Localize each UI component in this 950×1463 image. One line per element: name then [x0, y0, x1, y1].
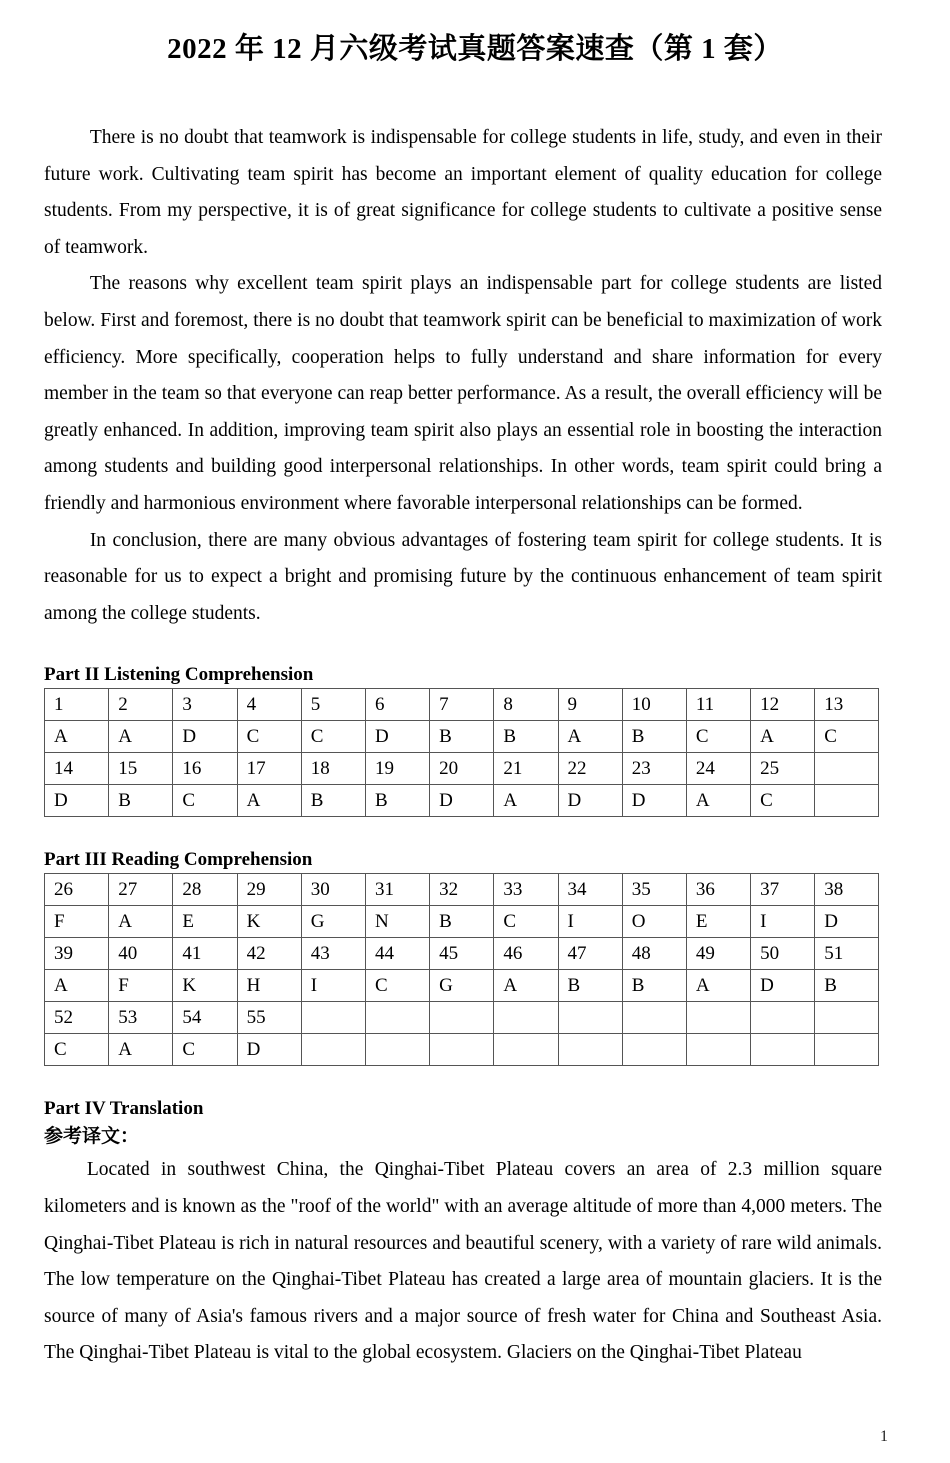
table-cell: 16	[173, 753, 237, 785]
table-cell: B	[622, 970, 686, 1002]
table-cell: B	[622, 721, 686, 753]
table-cell: 33	[494, 874, 558, 906]
table-cell	[622, 1034, 686, 1066]
table-cell: D	[558, 785, 622, 817]
table-cell	[558, 1034, 622, 1066]
table-cell: B	[301, 785, 365, 817]
table-cell: K	[237, 906, 301, 938]
table-cell: C	[686, 721, 750, 753]
table-cell	[494, 1002, 558, 1034]
table-row	[45, 721, 879, 753]
table-cell: 32	[430, 874, 494, 906]
table-cell: B	[430, 906, 494, 938]
table-cell: 24	[686, 753, 750, 785]
table-cell: 8	[494, 689, 558, 721]
table-cell: 14	[45, 753, 109, 785]
table-cell: 54	[173, 1002, 237, 1034]
table-cell: 11	[686, 689, 750, 721]
table-row	[45, 689, 879, 721]
table-row	[45, 1002, 879, 1034]
table-cell: 9	[558, 689, 622, 721]
table-cell: 35	[622, 874, 686, 906]
table-cell: 48	[622, 938, 686, 970]
table-cell: 49	[686, 938, 750, 970]
table-cell: H	[237, 970, 301, 1002]
spacer	[44, 817, 882, 847]
table-cell: C	[494, 906, 558, 938]
table-cell: B	[815, 970, 879, 1002]
part-three-table-body	[45, 874, 879, 1066]
table-cell: 23	[622, 753, 686, 785]
table-row	[45, 938, 879, 970]
table-cell	[686, 1034, 750, 1066]
table-row	[45, 753, 879, 785]
table-cell	[815, 785, 879, 817]
table-cell: 19	[365, 753, 429, 785]
table-cell	[494, 1034, 558, 1066]
table-cell: 45	[430, 938, 494, 970]
page-number: 1	[880, 1428, 888, 1445]
table-cell: A	[109, 721, 173, 753]
table-cell: 44	[365, 938, 429, 970]
table-cell: A	[45, 970, 109, 1002]
essay-paragraph-3: In conclusion, there are many obvious advantages of fostering team spirit for college students. It is reasonable for us to expect a bright and promising future by the continuous enhancement of team spirit among the college students.	[44, 529, 882, 624]
table-cell	[430, 1034, 494, 1066]
essay-paragraph-1: There is no doubt that teamwork is indispensable for college students in life, study, and even in their future work. Cultivating team spirit has become an important element of quality education for college students. From my perspective, it is of great significance for college students to cultivate a positive sense of teamwork.	[44, 127, 882, 258]
table-row	[45, 970, 879, 1002]
table-row	[45, 906, 879, 938]
table-cell: A	[686, 785, 750, 817]
table-cell: 39	[45, 938, 109, 970]
table-cell: D	[173, 721, 237, 753]
table-cell: B	[494, 721, 558, 753]
reference-translation-label: 参考译文：	[44, 1126, 140, 1148]
table-cell	[365, 1034, 429, 1066]
table-cell: 34	[558, 874, 622, 906]
table-cell: 28	[173, 874, 237, 906]
table-cell: D	[430, 785, 494, 817]
table-cell: C	[173, 785, 237, 817]
table-row	[45, 785, 879, 817]
table-cell: F	[109, 970, 173, 1002]
table-cell: 18	[301, 753, 365, 785]
table-cell: C	[237, 721, 301, 753]
translation-paragraph: Located in southwest China, the Qinghai-Tibet Plateau covers an area of 2.3 million square kilometers and is known as the "roof of the world" with an average altitude of more than 4,000 meters. The Qinghai-Tibet Plateau is rich in natural resources and beautiful scenery, with a variety of rare wild animals. The low temperature on the Qinghai-Tibet Plateau has created a large area of mountain glaciers. It is the source of many of Asia's famous rivers and a major source of fresh water for China and Southeast Asia. The Qinghai-Tibet Plateau is vital to the global ecosystem. Glaciers on the Qinghai-Tibet Plateau	[44, 1159, 882, 1364]
table-cell: 10	[622, 689, 686, 721]
table-cell: A	[109, 906, 173, 938]
table-cell	[430, 1002, 494, 1034]
table-cell: E	[686, 906, 750, 938]
table-cell	[751, 1034, 815, 1066]
table-cell: A	[558, 721, 622, 753]
page-title: 2022 年 12 月六级考试真题答案速查（第 1 套）	[167, 33, 783, 66]
table-cell: 20	[430, 753, 494, 785]
table-cell: F	[45, 906, 109, 938]
table-cell	[686, 1002, 750, 1034]
table-cell: E	[173, 906, 237, 938]
table-cell: 13	[815, 689, 879, 721]
table-cell: I	[301, 970, 365, 1002]
table-cell: 40	[109, 938, 173, 970]
table-cell: 50	[751, 938, 815, 970]
part-three-answer-table	[44, 873, 879, 1066]
table-cell: 25	[751, 753, 815, 785]
table-cell: 36	[686, 874, 750, 906]
table-cell: G	[430, 970, 494, 1002]
table-cell: 38	[815, 874, 879, 906]
table-cell: I	[751, 906, 815, 938]
table-cell	[622, 1002, 686, 1034]
table-cell: 37	[751, 874, 815, 906]
table-cell: C	[173, 1034, 237, 1066]
table-cell: 7	[430, 689, 494, 721]
table-cell: C	[45, 1034, 109, 1066]
spacer	[44, 632, 882, 662]
table-cell: D	[622, 785, 686, 817]
table-cell: A	[237, 785, 301, 817]
table-cell: A	[45, 721, 109, 753]
table-cell: A	[686, 970, 750, 1002]
table-cell: D	[751, 970, 815, 1002]
table-cell	[815, 753, 879, 785]
spacer	[44, 1066, 882, 1096]
table-cell: B	[365, 785, 429, 817]
table-cell: G	[301, 906, 365, 938]
part-two-answer-table	[44, 688, 879, 817]
table-cell: D	[237, 1034, 301, 1066]
table-cell: B	[430, 721, 494, 753]
part-two-heading: Part II Listening Comprehension	[44, 664, 314, 686]
table-cell: A	[751, 721, 815, 753]
table-cell: 55	[237, 1002, 301, 1034]
part-two-table-body	[45, 689, 879, 817]
table-cell: 47	[558, 938, 622, 970]
document-body	[44, 120, 882, 1372]
table-cell: A	[109, 1034, 173, 1066]
table-cell: 53	[109, 1002, 173, 1034]
table-cell	[815, 1034, 879, 1066]
table-cell: 27	[109, 874, 173, 906]
table-cell: B	[558, 970, 622, 1002]
table-cell	[815, 1002, 879, 1034]
table-row	[45, 1034, 879, 1066]
table-cell: 51	[815, 938, 879, 970]
table-cell: C	[815, 721, 879, 753]
table-cell: D	[815, 906, 879, 938]
table-cell: K	[173, 970, 237, 1002]
table-cell: 2	[109, 689, 173, 721]
table-cell: A	[494, 970, 558, 1002]
table-cell: D	[365, 721, 429, 753]
table-cell: 42	[237, 938, 301, 970]
table-cell: A	[494, 785, 558, 817]
table-cell: 30	[301, 874, 365, 906]
table-cell: 41	[173, 938, 237, 970]
table-cell: O	[622, 906, 686, 938]
table-cell: 46	[494, 938, 558, 970]
table-cell: 3	[173, 689, 237, 721]
table-cell: 21	[494, 753, 558, 785]
table-cell	[751, 1002, 815, 1034]
table-cell: C	[301, 721, 365, 753]
table-cell: N	[365, 906, 429, 938]
table-cell: 5	[301, 689, 365, 721]
table-cell: 6	[365, 689, 429, 721]
table-cell: 15	[109, 753, 173, 785]
table-cell: I	[558, 906, 622, 938]
table-cell: 22	[558, 753, 622, 785]
table-cell: C	[751, 785, 815, 817]
table-cell: 52	[45, 1002, 109, 1034]
table-cell: 12	[751, 689, 815, 721]
table-cell: C	[365, 970, 429, 1002]
table-cell: B	[109, 785, 173, 817]
table-cell: 29	[237, 874, 301, 906]
table-cell: 26	[45, 874, 109, 906]
table-row	[45, 874, 879, 906]
table-cell: D	[45, 785, 109, 817]
table-cell	[558, 1002, 622, 1034]
table-cell: 43	[301, 938, 365, 970]
part-four-heading: Part IV Translation	[44, 1098, 204, 1120]
table-cell	[365, 1002, 429, 1034]
table-cell: 1	[45, 689, 109, 721]
table-cell	[301, 1034, 365, 1066]
part-three-heading: Part III Reading Comprehension	[44, 849, 313, 871]
table-cell: 17	[237, 753, 301, 785]
essay-paragraph-2: The reasons why excellent team spirit plays an indispensable part for college students are listed below. First and foremost, there is no doubt that teamwork spirit can be beneficial to maximization of work efficiency. More specifically, cooperation helps to fully understand and share information for every member in the team so that everyone can reap better performance. As a result, the overall efficiency will be greatly enhanced. In addition, improving team spirit also plays an essential role in boosting the interaction among students and building good interpersonal relationships. In other words, team spirit could bring a friendly and harmonious environment where favorable interpersonal relationships can be formed.	[44, 273, 882, 514]
table-cell	[301, 1002, 365, 1034]
table-cell: 4	[237, 689, 301, 721]
table-cell: 31	[365, 874, 429, 906]
